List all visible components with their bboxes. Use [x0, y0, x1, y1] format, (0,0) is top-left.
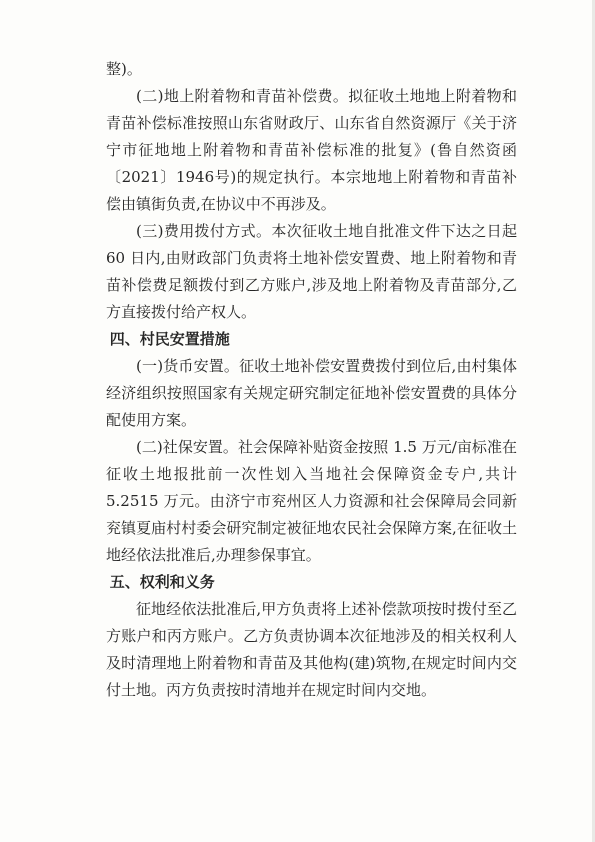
paragraph-rights-obligations: 征地经依法批准后,甲方负责将上述补偿款项按时拨付至乙方账户和丙方账户。乙方负责协调本次征地涉及的相关权利人及时清理地上附着物和青苗及其他构(建)筑物,在规定时间内交付土地。丙方负责按时清地并在规定时间内交地。 — [106, 600, 517, 699]
section-heading-resettlement: 四、村民安置措施 — [109, 330, 230, 348]
section-heading-rights-obligations: 五、权利和义务 — [109, 573, 215, 591]
paragraph-ground-attachments: (二)地上附着物和青苗补偿费。拟征收土地地上附着物和青苗补偿标准按照山东省财政厅、山东省自然资源厅《关于济宁市征地地上附着物和青苗补偿标准的批复》(鲁自然资函〔2021〕1946号)的规定执行。本宗地地上附着物和青苗补偿由镇街负责,在协议中不再涉及。 — [106, 87, 517, 213]
paragraph-payment-method: (三)费用拨付方式。本次征收土地自批准文件下达之日起 60 日内,由财政部门负责将土地补偿安置费、地上附着物和青苗补偿费足额拨付到乙方账户,涉及地上附着物及青苗部分,乙方直接拨付给产权人。 — [106, 222, 517, 321]
paragraph-social-security: (二)社保安置。社会保障补贴资金按照 1.5 万元/亩标准在征收土地报批前一次性划入当地社会保障资金专户,共计 5.2515 万元。由济宁市兖州区人力资源和社会保障局会同新兖镇夏庙村村委会研究制定被征地农民社会保障方案,在征收土地经依法批准后,办理参保事宜。 — [106, 438, 517, 564]
paragraph-monetary-resettlement: (一)货币安置。征收土地补偿安置费拨付到位后,由村集体经济组织按照国家有关规定研究制定征地补偿安置费的具体分配使用方案。 — [106, 357, 517, 429]
continued-paragraph: 整)。 — [106, 60, 142, 78]
